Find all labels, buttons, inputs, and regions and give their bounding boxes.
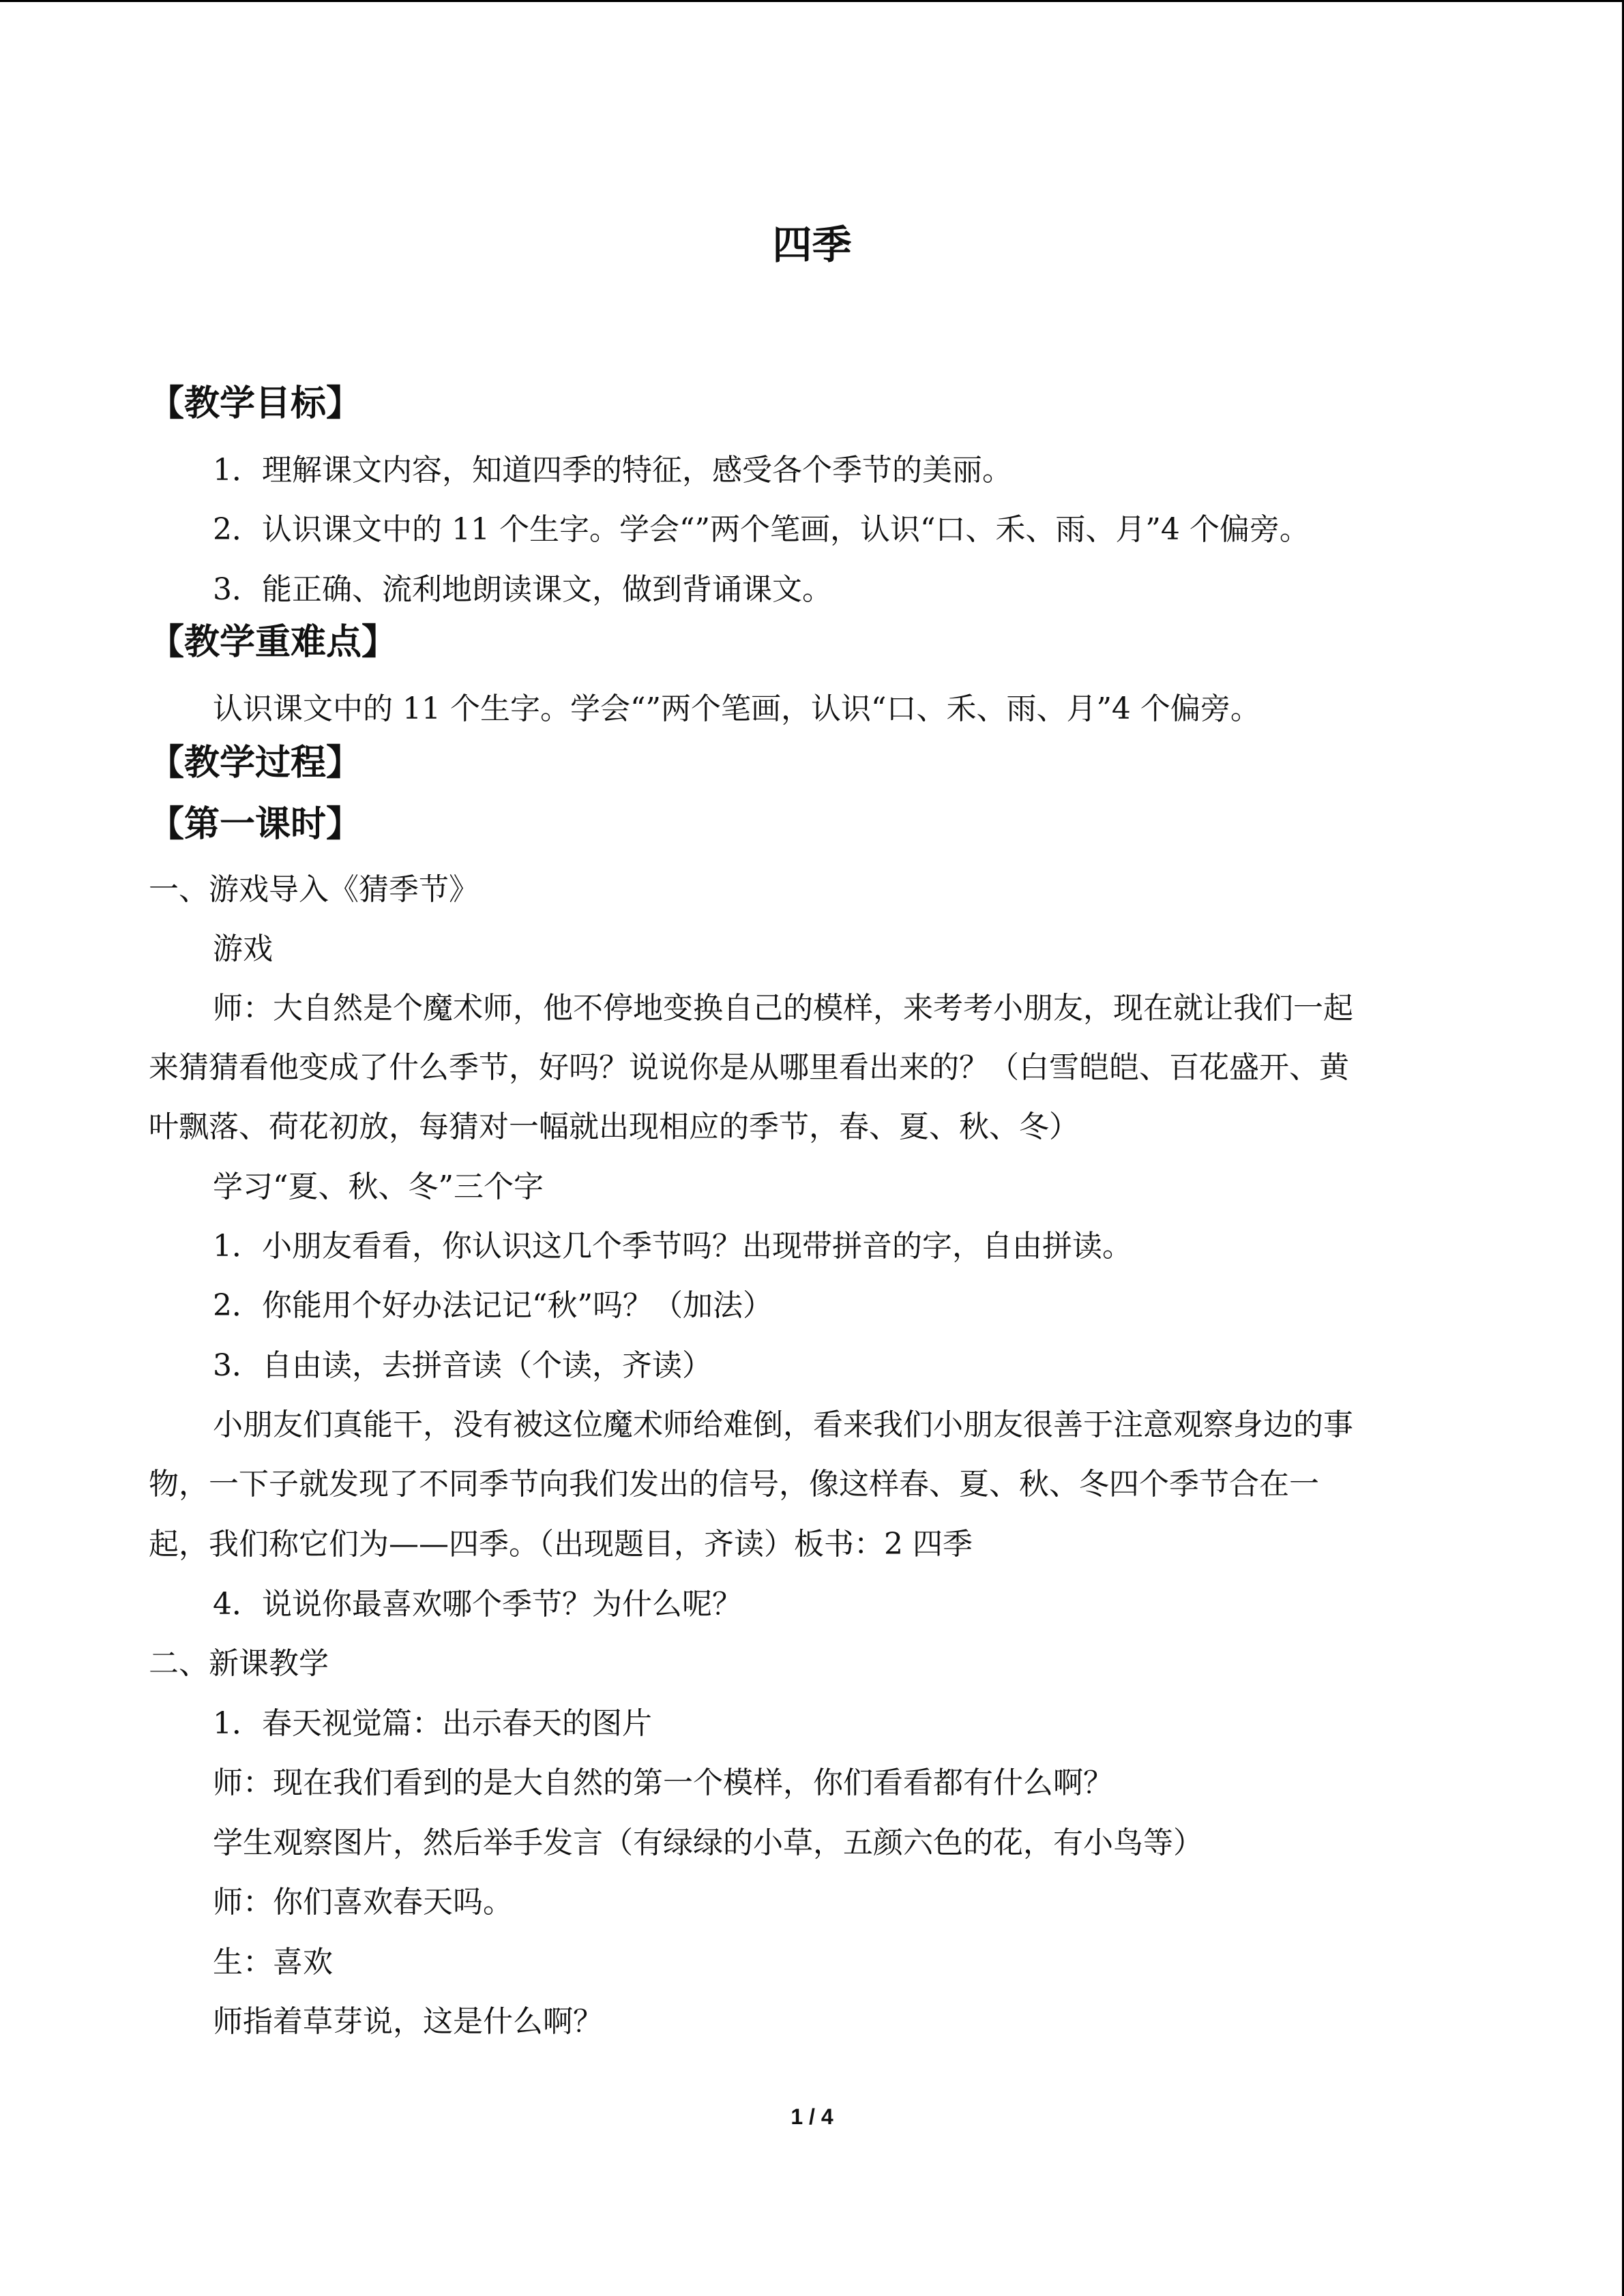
- goal-item: 1．理解课文内容，知道四季的特征，感受各个季节的美丽。: [213, 453, 1012, 488]
- paragraph: 师：你们喜欢春天吗。: [213, 1885, 513, 1920]
- process-heading: 【教学过程】: [149, 743, 362, 784]
- paragraph: 2．你能用个好办法记记“秋”吗？（加法）: [213, 1288, 773, 1323]
- paragraph: 游戏: [213, 931, 273, 966]
- paragraph: 生：喜欢: [213, 1945, 333, 1980]
- keypoints-text: 认识课文中的 11 个生字。学会“”两个笔画，认识“口、禾、雨、月”4 个偏旁。: [213, 691, 1260, 726]
- paragraph: 1．春天视觉篇：出示春天的图片: [213, 1706, 652, 1741]
- paragraph: 师：大自然是个魔术师，他不停地变换自己的模样，来考考小朋友，现在就让我们一起: [213, 991, 1353, 1026]
- paragraph: 师指着草芽说，这是什么啊？: [213, 2004, 603, 2039]
- section-heading: 二、新课教学: [149, 1646, 329, 1681]
- paragraph: 起，我们称它们为——四季。（出现题目，齐读）板书：2 四季: [149, 1527, 973, 1562]
- keypoints-heading: 【教学重难点】: [149, 622, 398, 663]
- page-title: 四季: [772, 222, 852, 268]
- paragraph: 小朋友们真能干，没有被这位魔术师给难倒，看来我们小朋友很善于注意观察身边的事: [213, 1407, 1353, 1442]
- lesson1-heading: 【第一课时】: [149, 804, 362, 845]
- page-top-border: [0, 0, 1624, 4]
- goal-item: 2．认识课文中的 11 个生字。学会“”两个笔画，认识“口、禾、雨、月”4 个偏旁。: [213, 512, 1310, 547]
- paragraph: 1．小朋友看看，你认识这几个季节吗？出现带拼音的字，自由拼读。: [213, 1229, 1132, 1264]
- paragraph: 学习“夏、秋、冬”三个字: [213, 1169, 544, 1204]
- paragraph: 3．自由读，去拼音读（个读，齐读）: [213, 1348, 712, 1383]
- goal-item: 3．能正确、流利地朗读课文，做到背诵课文。: [213, 572, 832, 607]
- paragraph: 叶飘落、荷花初放，每猜对一幅就出现相应的季节，春、夏、秋、冬）: [149, 1109, 1079, 1144]
- goals-heading: 【教学目标】: [149, 383, 362, 424]
- paragraph: 4．说说你最喜欢哪个季节？为什么呢？: [213, 1587, 742, 1622]
- section-heading: 一、游戏导入《猜季节》: [149, 872, 479, 907]
- paragraph: 师：现在我们看到的是大自然的第一个模样，你们看看都有什么啊？: [213, 1765, 1113, 1800]
- paragraph: 来猜猜看他变成了什么季节，好吗？说说你是从哪里看出来的？（白雪皑皑、百花盛开、黄: [149, 1050, 1349, 1085]
- paragraph: 学生观察图片，然后举手发言（有绿绿的小草，五颜六色的花，有小鸟等）: [213, 1825, 1203, 1860]
- paragraph: 物，一下子就发现了不同季节向我们发出的信号，像这样春、夏、秋、冬四个季节合在一: [149, 1467, 1319, 1502]
- page-number: 1 / 4: [791, 2104, 833, 2129]
